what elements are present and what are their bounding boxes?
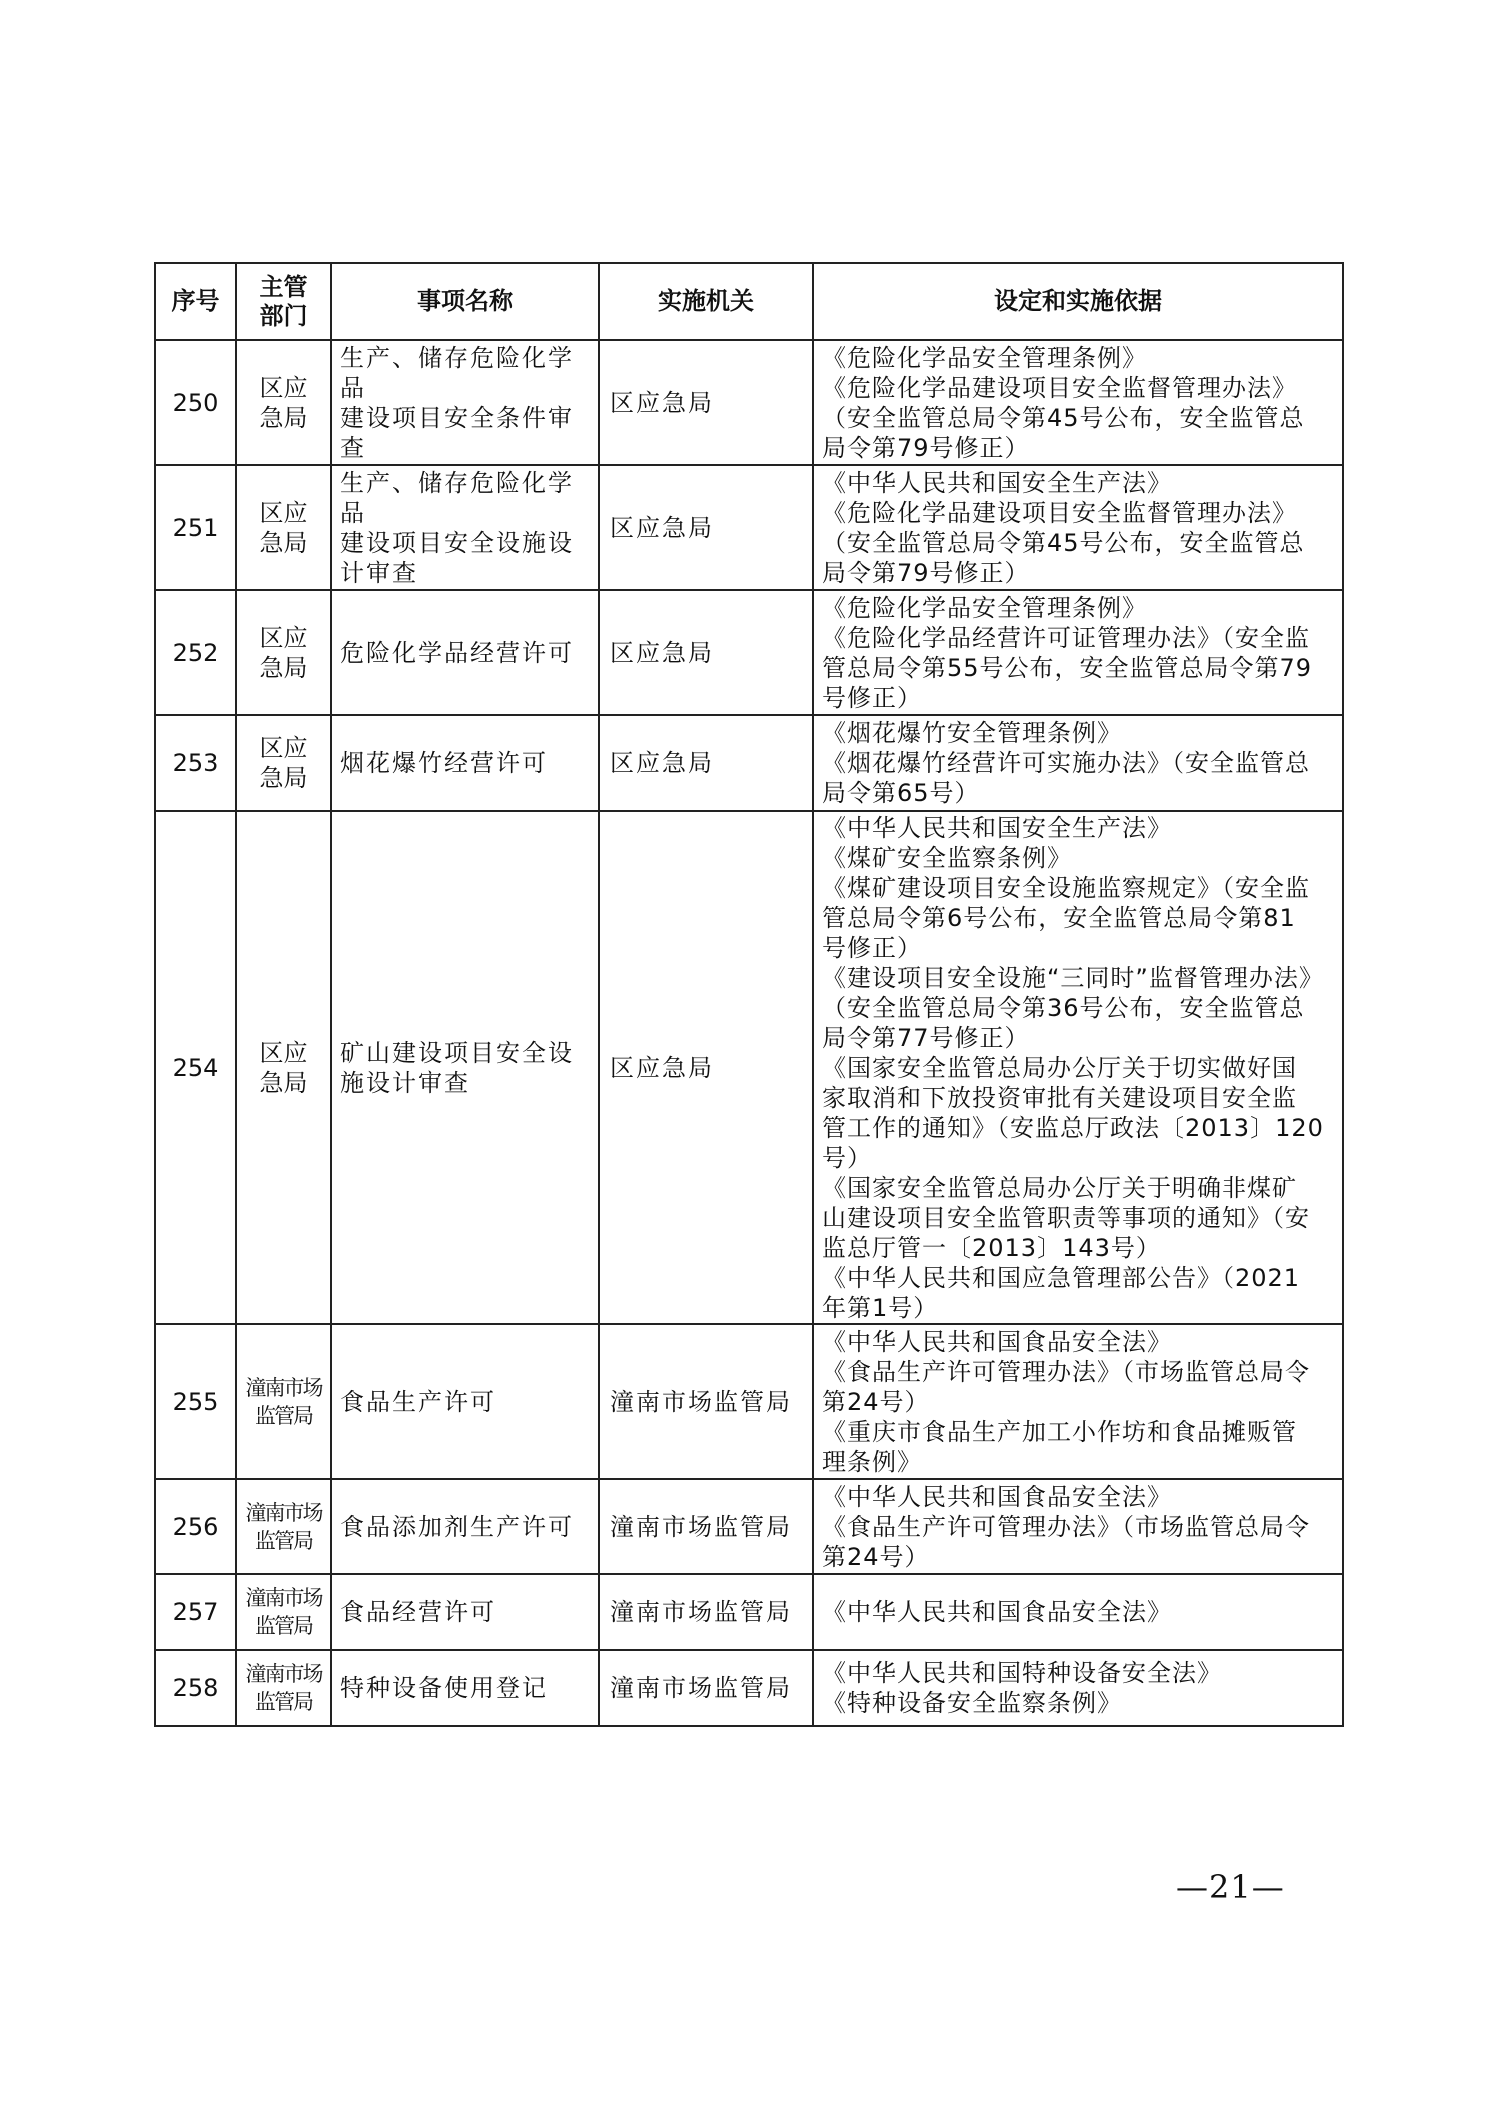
table-row (155, 1574, 1343, 1650)
basis-line: 管工作的通知》（安监总厅政法〔2013〕120 (822, 1113, 1324, 1142)
basis-line: 《烟花爆竹经营许可实施办法》（安全监管总 (822, 749, 1310, 777)
basis-line: 管总局令第6号公布，安全监管总局令第81 (822, 903, 1296, 932)
row-org: 潼南市场监管局 (599, 1650, 813, 1726)
row-num: 258 (155, 1650, 236, 1726)
row-dept (236, 1324, 331, 1479)
row-basis (813, 1574, 1343, 1650)
name-line: 建设项目安全条件审 (340, 403, 574, 432)
row-item-name (331, 1650, 599, 1726)
name-line: 矿山建设项目安全设 (340, 1038, 574, 1067)
basis-line: 《特种设备安全监察条例》 (822, 1689, 1122, 1717)
basis-line: 《中华人民共和国特种设备安全法》 (822, 1659, 1222, 1687)
row-dept (236, 715, 331, 811)
dept-line: 急局 (259, 764, 308, 792)
row-dept (236, 590, 331, 715)
row-num: 257 (155, 1574, 236, 1650)
table-row (155, 465, 1343, 590)
dept-line: 区应 (259, 373, 308, 402)
name-line: 生产、储存危险化学品 (340, 468, 574, 527)
basis-line: 《中华人民共和国食品安全法》 (822, 1482, 1172, 1511)
name-line: 危险化学品经营许可 (340, 638, 574, 667)
basis-line: 第24号） (822, 1387, 930, 1416)
header-basis: 设定和实施依据 (813, 263, 1343, 340)
dept-line: 潼南市场 (245, 1586, 322, 1610)
name-line: 食品生产许可 (340, 1387, 496, 1416)
dept-line: 潼南市场 (245, 1662, 322, 1686)
basis-line: 《煤矿安全监察条例》 (822, 843, 1072, 872)
basis-line: 理条例》 (822, 1447, 922, 1476)
row-basis (813, 1324, 1343, 1479)
basis-line: 《中华人民共和国应急管理部公告》（2021 (822, 1263, 1301, 1292)
row-num: 254 (155, 811, 236, 1324)
row-basis (813, 715, 1343, 811)
row-org: 区应急局 (599, 465, 813, 590)
name-line: 查 (340, 433, 366, 462)
row-dept (236, 465, 331, 590)
basis-line: 《国家安全监管总局办公厅关于明确非煤矿 (822, 1173, 1297, 1202)
table-row (155, 340, 1343, 465)
header-name: 事项名称 (331, 263, 599, 340)
row-num: 250 (155, 340, 236, 465)
basis-line: 管总局令第55号公布，安全监管总局令第79 (822, 653, 1313, 682)
basis-line: 《危险化学品建设项目安全监督管理办法》 (822, 498, 1297, 527)
basis-line: 《危险化学品安全管理条例》 (822, 343, 1147, 372)
header-num: 序号 (155, 263, 236, 340)
row-org: 区应急局 (599, 715, 813, 811)
row-num: 252 (155, 590, 236, 715)
dept-line: 潼南市场 (245, 1375, 322, 1400)
basis-line: （安全监管总局令第45号公布，安全监管总 (822, 528, 1305, 557)
row-num: 255 (155, 1324, 236, 1479)
basis-line: 局令第79号修正） (822, 558, 1030, 587)
basis-line: 号） (822, 1143, 872, 1172)
header-org: 实施机关 (599, 263, 813, 340)
row-dept (236, 340, 331, 465)
name-line: 特种设备使用登记 (340, 1674, 548, 1702)
row-basis (813, 465, 1343, 590)
row-item-name (331, 1479, 599, 1574)
basis-line: 山建设项目安全监管职责等事项的通知》（安 (822, 1203, 1310, 1232)
basis-line: 《烟花爆竹安全管理条例》 (822, 719, 1122, 747)
dept-line: 区应 (259, 623, 308, 652)
dept-line: 急局 (259, 1068, 308, 1097)
basis-line: 《建设项目安全设施“三同时”监督管理办法》 (822, 963, 1324, 992)
row-item-name (331, 465, 599, 590)
row-dept (236, 1650, 331, 1726)
basis-line: 《食品生产许可管理办法》（市场监管总局令 (822, 1512, 1310, 1541)
row-num: 251 (155, 465, 236, 590)
basis-line: 《国家安全监管总局办公厅关于切实做好国 (822, 1053, 1297, 1082)
table-header-row (155, 263, 1343, 340)
row-dept (236, 1479, 331, 1574)
dept-line: 监管局 (255, 1528, 312, 1553)
name-line: 生产、储存危险化学品 (340, 343, 574, 402)
basis-line: 局令第65号） (822, 779, 980, 807)
dept-line: 潼南市场 (245, 1500, 322, 1525)
row-org: 区应急局 (599, 590, 813, 715)
row-dept (236, 1574, 331, 1650)
basis-line: 《煤矿建设项目安全设施监察规定》（安全监 (822, 873, 1310, 902)
header-dept-line2: 部门 (259, 301, 308, 330)
basis-line: 《中华人民共和国食品安全法》 (822, 1327, 1172, 1356)
row-dept (236, 811, 331, 1324)
table-row (155, 590, 1343, 715)
row-item-name (331, 590, 599, 715)
row-org: 区应急局 (599, 811, 813, 1324)
basis-line: 年第1号） (822, 1293, 939, 1322)
dept-line: 区应 (259, 734, 308, 762)
name-line: 建设项目安全设施设 (340, 528, 574, 557)
table-row (155, 715, 1343, 811)
table-row (155, 1324, 1343, 1479)
page-number: —21— (1176, 1868, 1285, 1906)
basis-line: 《中华人民共和国安全生产法》 (822, 468, 1172, 497)
row-item-name (331, 1574, 599, 1650)
administrative-items-table (154, 262, 1344, 1727)
row-basis (813, 1650, 1343, 1726)
row-org: 潼南市场监管局 (599, 1324, 813, 1479)
name-line: 烟花爆竹经营许可 (340, 749, 548, 777)
row-org: 潼南市场监管局 (599, 1574, 813, 1650)
table-row (155, 1650, 1343, 1726)
basis-line: 第24号） (822, 1542, 930, 1571)
dept-line: 区应 (259, 1038, 308, 1067)
row-item-name (331, 715, 599, 811)
dept-line: 监管局 (255, 1614, 312, 1638)
basis-line: 号修正） (822, 933, 922, 962)
row-num: 253 (155, 715, 236, 811)
header-dept (236, 263, 331, 340)
dept-line: 急局 (259, 403, 308, 432)
dept-line: 急局 (259, 528, 308, 557)
dept-line: 区应 (259, 498, 308, 527)
basis-line: （安全监管总局令第45号公布，安全监管总 (822, 403, 1305, 432)
basis-line: 监总厅管一〔2013〕143号） (822, 1233, 1161, 1262)
row-org: 区应急局 (599, 340, 813, 465)
name-line: 施设计审查 (340, 1068, 470, 1097)
row-num: 256 (155, 1479, 236, 1574)
row-basis (813, 811, 1343, 1324)
basis-line: 局令第77号修正） (822, 1023, 1030, 1052)
basis-line: 《中华人民共和国食品安全法》 (822, 1598, 1172, 1626)
name-line: 计审查 (340, 558, 418, 587)
basis-line: 《重庆市食品生产加工小作坊和食品摊贩管 (822, 1417, 1297, 1446)
row-item-name (331, 1324, 599, 1479)
dept-line: 急局 (259, 653, 308, 682)
basis-line: 号修正） (822, 683, 922, 712)
table-row (155, 1479, 1343, 1574)
basis-line: 家取消和下放投资审批有关建设项目安全监 (822, 1083, 1297, 1112)
basis-line: 《中华人民共和国安全生产法》 (822, 813, 1172, 842)
basis-line: 《危险化学品安全管理条例》 (822, 593, 1147, 622)
name-line: 食品经营许可 (340, 1598, 496, 1626)
basis-line: 局令第79号修正） (822, 433, 1030, 462)
row-org: 潼南市场监管局 (599, 1479, 813, 1574)
basis-line: （安全监管总局令第36号公布，安全监管总 (822, 993, 1305, 1022)
dept-line: 监管局 (255, 1690, 312, 1714)
basis-line: 《食品生产许可管理办法》（市场监管总局令 (822, 1357, 1310, 1386)
table-row (155, 811, 1343, 1324)
row-item-name (331, 340, 599, 465)
row-basis (813, 340, 1343, 465)
dept-line: 监管局 (255, 1403, 312, 1428)
basis-line: 《危险化学品建设项目安全监督管理办法》 (822, 373, 1297, 402)
row-basis (813, 1479, 1343, 1574)
header-dept-line1: 主管 (259, 272, 308, 301)
basis-line: 《危险化学品经营许可证管理办法》（安全监 (822, 623, 1310, 652)
row-item-name (331, 811, 599, 1324)
row-basis (813, 590, 1343, 715)
name-line: 食品添加剂生产许可 (340, 1512, 574, 1541)
